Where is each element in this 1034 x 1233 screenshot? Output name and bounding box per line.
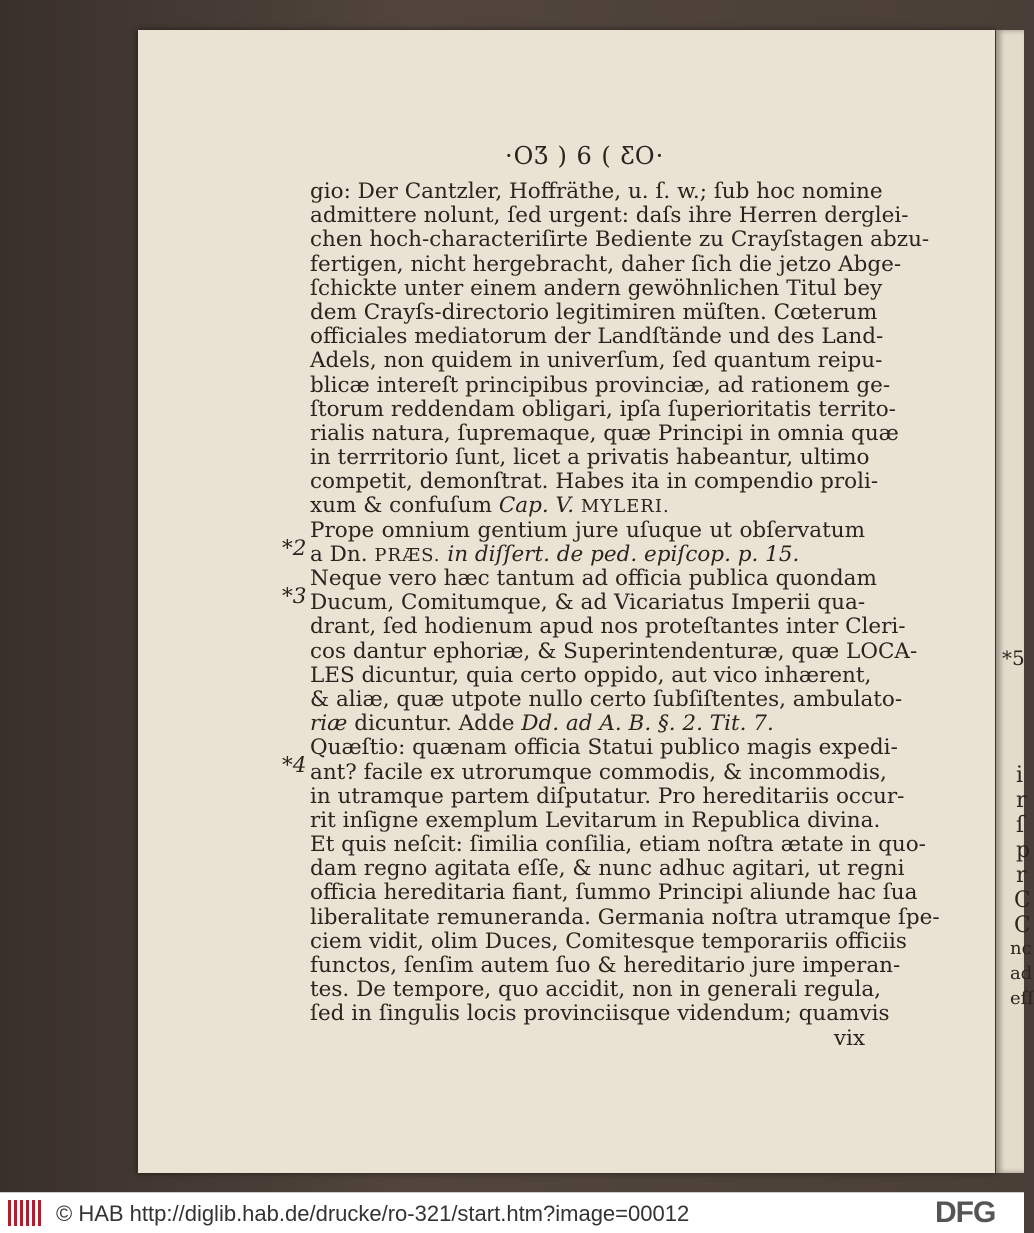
text-line: ſtorum reddendam obligari, ipſa ſuperioritatis territo- [310,396,896,422]
footnote-4-line: dam regno agitata eſſe, & nunc adhuc agitari, ut regni [310,856,905,882]
footnote-marker: *2 [282,535,307,561]
facing-page-edge [996,30,1034,1173]
citation-italic: in diſſert. de ped. epiſcop. p. 15. [440,541,800,567]
text-line: fertigen, nicht hergebracht, daher ſich die jetzo Abge- [310,251,902,277]
text-line: rialis natura, ſupremaque, quæ Principi in omnia quæ [310,420,899,446]
footnote-4-line: liberalitate remuneranda. Germania noſtra utramque ſpe- [310,904,940,930]
facing-page-fragment: p [1016,838,1031,863]
footnote-4-line: ciem vidit, olim Duces, Comitesque temporariis officiis [310,928,907,954]
facing-page-fragment: C [1014,888,1031,913]
text-line: Adels, non quidem in univerſum, ſed quantum reipu- [310,348,883,374]
text-span: xum & confuſum [310,493,499,519]
author-smallcaps: MYLERI. [574,496,670,518]
text-line: in terrritorio ſunt, licet a privatis habeantur, ultimo [310,445,870,471]
page-header: ·OƷ ) 6 ( ƸO· [505,142,665,170]
facing-page-fragment: r [1016,863,1027,888]
footnote-4-line: ant? facile ex utrorumque commodis, & incommodis, [310,759,887,785]
facing-page-fragment: ad [1010,963,1033,984]
citation-italic: Cap. V. [498,493,575,519]
text-span: Neque vero hæc tantum ad officia publica quondam [310,566,877,591]
citation-italic: Dd. ad A. B. §. 2. Tit. 7. [521,711,774,737]
footnote-2-line [310,543,865,567]
facing-page-note-mark: *5 [1002,646,1025,670]
text-span: Prope omnium gentium jure uſuque ut obſervatum [310,517,865,543]
catchword: vix [833,1025,865,1051]
copyright-link[interactable]: © HAB http://diglib.hab.de/drucke/ro-321/start.htm?image=00012 [56,1201,690,1226]
text-line: admittere nolunt, ſed urgent: daſs ihre Herren derglei- [310,203,909,229]
text-line: competit, demonſtrat. Habes ita in compendio proli- [310,469,879,495]
author-smallcaps: PRÆS. [374,544,441,566]
text-span: Quæſtio: quænam officia Statui publico magis expedi- [310,735,898,761]
footnote-3-line: LES dicuntur, quia certo oppido, aut vico inhærent, [310,662,872,688]
text-line: dem Crayſs-directorio legitimiren müſten. Cœterum [310,299,878,325]
text-span: dicuntur. Adde [347,711,522,737]
text-line: officiales mediatorum der Landſtände und des Land- [310,324,884,350]
footnote-3-line: cos dantur ephoriæ, & Superintendenturæ, quæ LOCA- [310,638,918,664]
footnote-4-line: officia hereditaria fiant, ſummo Principi aliunde hac ſua [310,880,918,906]
text-line: gio: Der Cantzler, Hoffräthe, u. ſ. w.; ſub hoc nomine [310,179,883,204]
footnote-3-line: Ducum, Comitumque, & ad Vicariatus Imperii qua- [310,590,866,616]
facing-page-fragment: i [1016,763,1024,788]
footnote-3-line [310,712,865,736]
text-line: chen hoch-characteriſirte Bediente zu Crayſstagen abzu- [310,227,930,253]
facing-page-fragment: nc [1010,938,1032,959]
text-line: ſchickte unter einem andern gewöhnlichen Titul bey [310,275,883,301]
footer-bar [0,1192,1024,1233]
page-body [282,179,940,1051]
footnote-marker: *4 [282,753,307,779]
text-span: a Dn. [310,541,375,567]
footnote-3-line: drant, ſed hodienum apud nos proteſtantes inter Cleri- [310,614,906,640]
text-line [310,494,865,518]
facing-page-fragment: ſ [1016,813,1025,838]
facing-page-fragment: r [1016,788,1027,813]
facing-page-fragment: C [1014,913,1031,938]
footnote-4-line: tes. De tempore, quo accidit, non in generali regula, [310,977,882,1003]
footnote-marker: *3 [282,584,307,609]
footnote-4-line: functos, ſenſim autem ſuo & hereditario jure imperan- [310,953,901,978]
footnote-4-line: in utramque partem diſputatur. Pro hereditariis occur- [310,783,905,809]
text-line: blicæ intereſt principibus provinciæ, ad rationem ge- [310,372,891,398]
hab-logo-icon [8,1200,44,1226]
footnote-4-line: rit inſigne exemplum Levitarum in Republica divina. [310,807,881,833]
footnote-3-line: & aliæ, quæ utpote nullo certo ſubſiſtentes, ambulato- [310,686,903,712]
dfg-logo: DFG [935,1196,996,1229]
footnote-4-line: ſed in ſingulis locis provinciisque videndum; quamvis [310,1001,890,1027]
text-italic: riæ [310,711,348,737]
facing-page-fragment: eſſ [1010,988,1034,1009]
footnote-4-line: Et quis neſcit: ſimilia conſilia, etiam noſtra ætate in quo- [310,832,926,858]
